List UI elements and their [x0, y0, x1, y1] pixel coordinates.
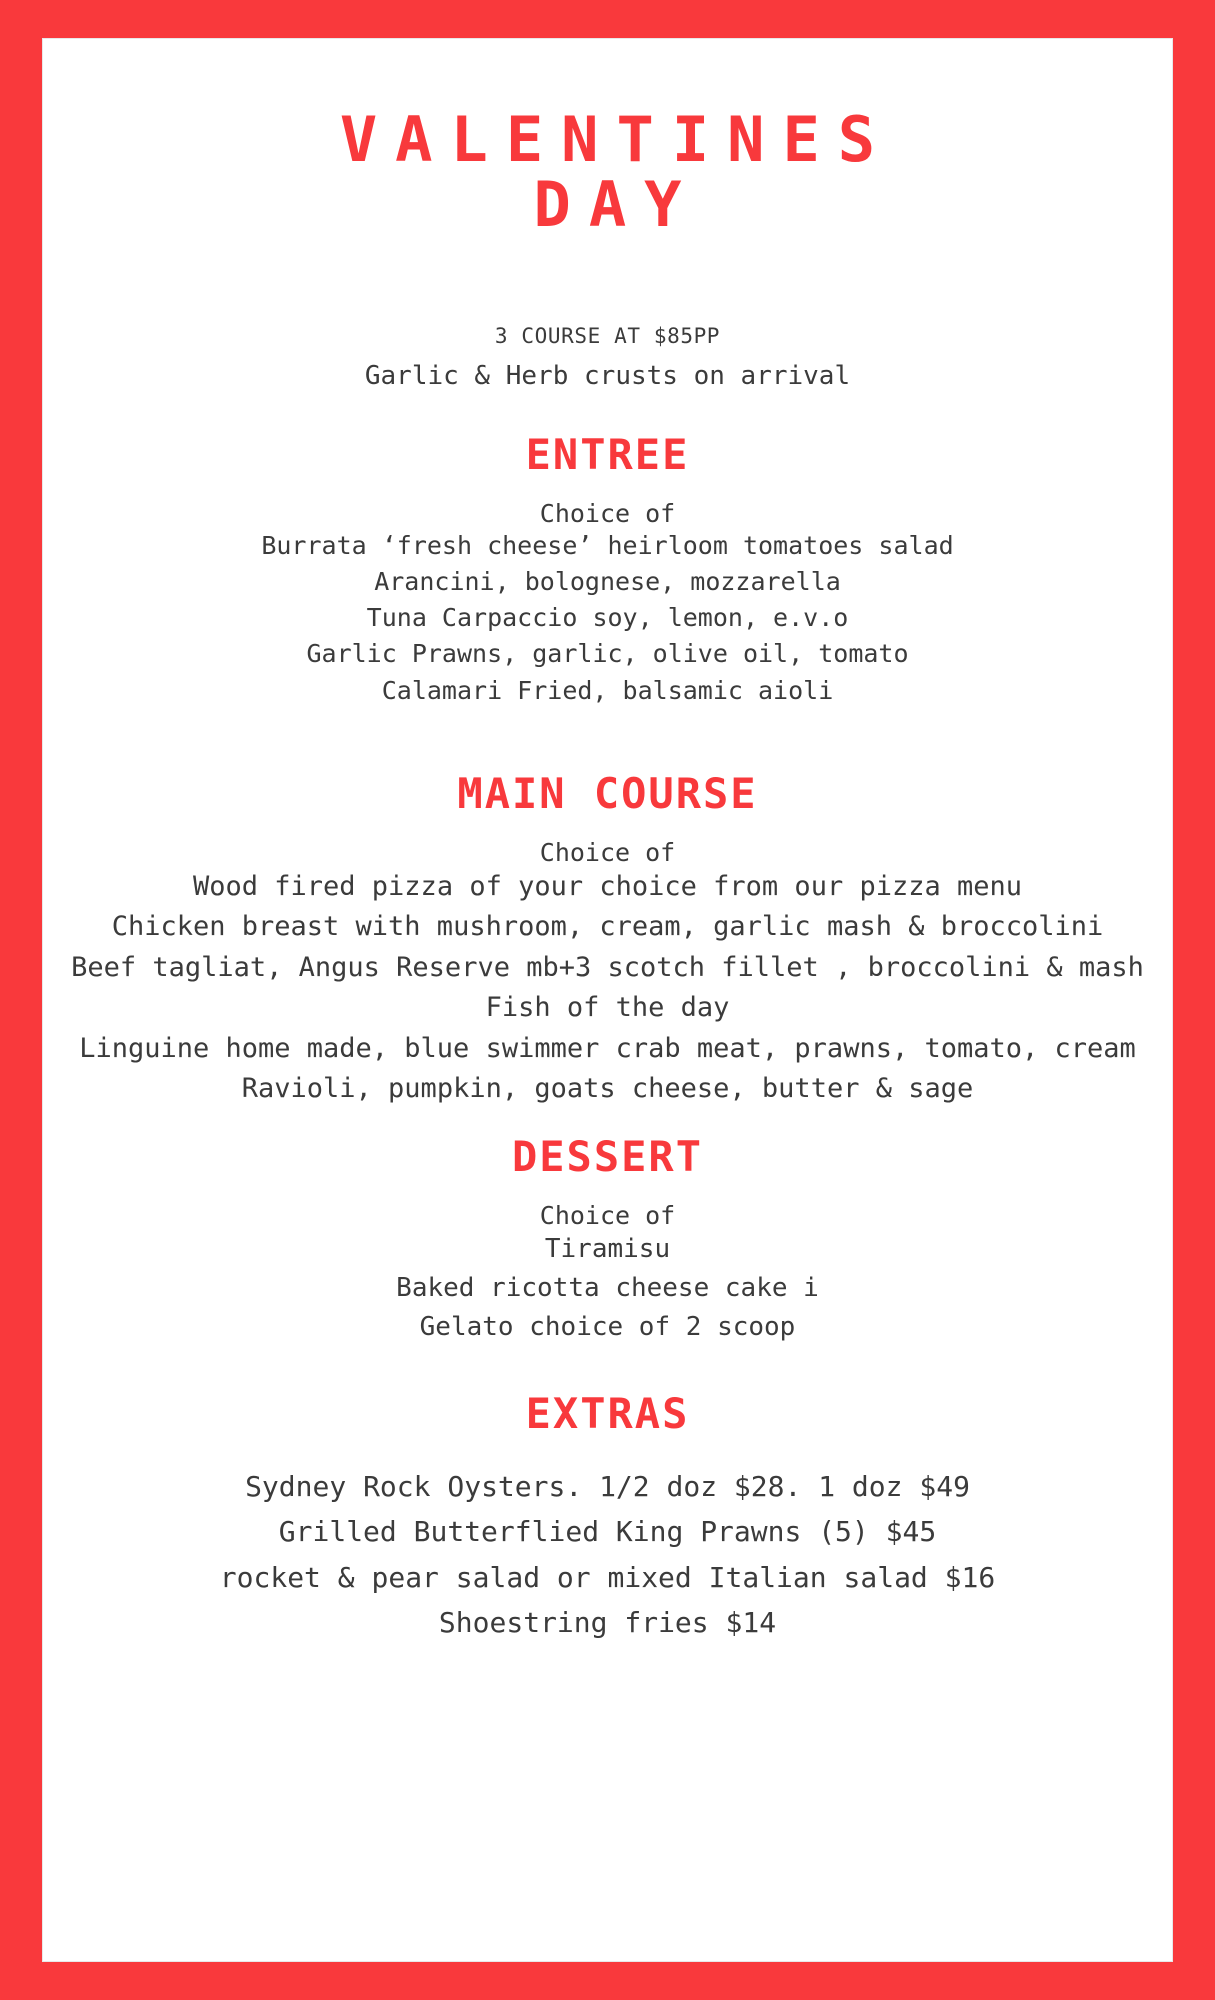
list-item: Fish of the day — [485, 992, 730, 1024]
title-line-1: VALENTINES — [339, 103, 894, 176]
list-item: Ravioli, pumpkin, goats cheese, butter & sage — [241, 1073, 974, 1105]
section-heading-main-course: MAIN COURSE — [457, 768, 758, 818]
menu-item-list-dessert — [43, 1230, 1172, 1347]
list-item: Wood fired pizza of your choice from our pizza menu — [192, 870, 1023, 902]
menu-item-list-extras — [43, 1464, 1172, 1645]
page-title — [322, 103, 894, 242]
menu-item-list-main-course — [43, 867, 1172, 1110]
list-item: Burrata ‘fresh cheese’ heirloom tomatoes salad — [261, 530, 954, 560]
list-item: rocket & pear salad or mixed Italian salad $16 — [219, 1560, 996, 1594]
list-item: Sydney Rock Oysters. 1/2 doz $28. 1 doz $49 — [245, 1469, 970, 1503]
section-heading-extras: EXTRAS — [525, 1388, 690, 1438]
list-item: Shoestring fries $14 — [438, 1606, 777, 1640]
list-item: Chicken breast with mushroom, cream, garlic mash & broccolini — [111, 911, 1104, 943]
list-item: Tiramisu — [544, 1233, 671, 1264]
arrival-line: Garlic & Herb crusts on arrival — [364, 360, 851, 391]
list-item: Gelato choice of 2 scoop — [419, 1311, 796, 1342]
menu-page — [42, 38, 1173, 1962]
list-item: Beef tagliat, Angus Reserve mb+3 scotch fillet , broccolini & mash — [71, 951, 1144, 983]
list-item: Grilled Butterflied King Prawns (5) $45 — [278, 1515, 937, 1549]
choice-label-dessert: Choice of — [539, 1200, 676, 1230]
intro-block — [365, 321, 850, 396]
choice-label-main-course: Choice of — [539, 837, 676, 867]
list-item: Baked ricotta cheese cake i — [396, 1272, 819, 1303]
choice-label-entree: Choice of — [539, 498, 676, 528]
menu-item-list-entree — [43, 528, 1172, 709]
price-line: 3 COURSE AT $85PP — [494, 324, 721, 349]
section-heading-dessert: DESSERT — [511, 1131, 703, 1181]
list-item: Arancini, bolognese, mozzarella — [374, 566, 841, 596]
section-heading-entree: ENTREE — [525, 429, 690, 479]
list-item: Calamari Fried, balsamic aioli — [381, 675, 834, 705]
title-line-2: DAY — [533, 168, 700, 242]
list-item: Tuna Carpaccio soy, lemon, e.v.o — [366, 603, 849, 633]
list-item: Linguine home made, blue swimmer crab meat, prawns, tomato, cream — [79, 1032, 1136, 1064]
list-item: Garlic Prawns, garlic, olive oil, tomato — [306, 639, 909, 669]
